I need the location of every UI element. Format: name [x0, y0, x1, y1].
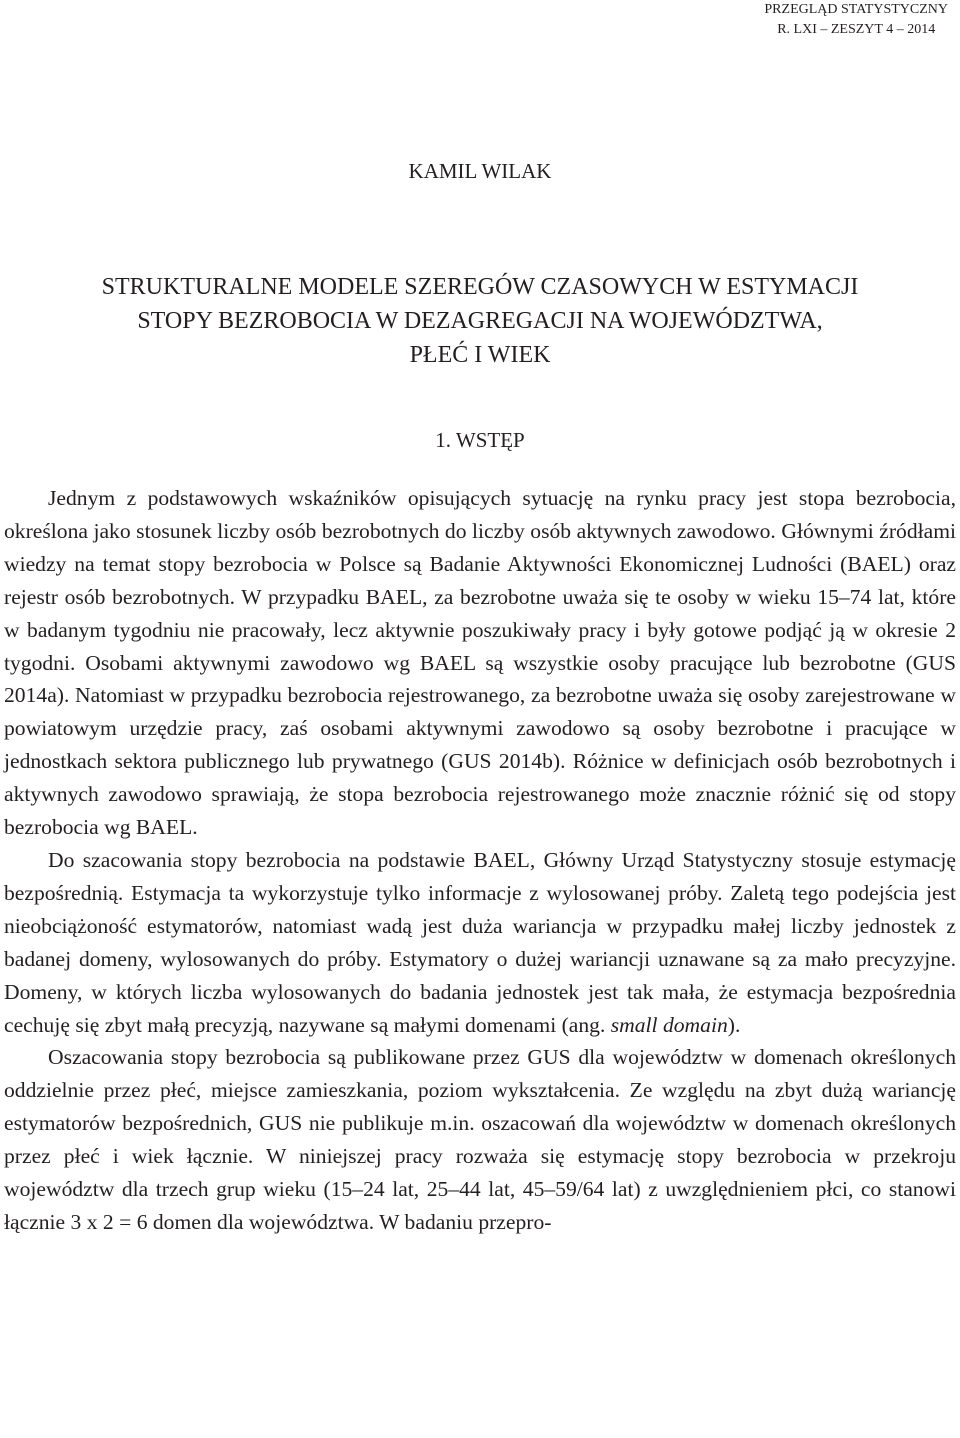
journal-header	[764, 0, 948, 40]
paragraph-text: Do szacowania stopy bezrobocia na podstawie BAEL, Główny Urząd Statystyczny stosuje estymację bezpośrednią. Estymacja ta wykorzystuje tylko informacje z wylosowanej próby. Zaletą tego podejścia jest nieobciążoność estymatorów, natomiast wadą jest duża wariancja w przypadku małej liczby jednostek z badanej domeny, wylosowanych do próby. Estymatory o dużej wariancji uznawane są za mało precyzyjne. Domeny, w których liczba wylosowanych do badania jednostek jest tak mała, że estymacja bezpośrednia cechuję się zbyt małą precyzją, nazywane są małymi domenami (ang.	[4, 847, 956, 1037]
paragraph-text: Jednym z podstawowych wskaźników opisujących sytuację na rynku pracy jest stopa bezrobocia, określona jako stosunek liczby osób bezrobotnych do liczby osób aktywnych zawodowo. Głównymi źródłami wiedzy na temat stopy bezrobocia w Polsce są Badanie Aktywności Ekonomicznej Ludności (BAEL) oraz rejestr osób bezrobotnych. W przypadku BAEL, za bezrobotne uważa się te osoby w wieku 15–74 lat, które w badanym tygodniu nie pracowały, lecz aktywnie poszukiwały pracy i były gotowe podjąć ją w okresie 2 tygodni. Osobami aktywnymi zawodowo wg BAEL są wszystkie osoby pracujące lub bezrobotne (GUS 2014a). Natomiast w przypadku bezrobocia rejestrowanego, za bezrobotne uważa się osoby zarejestrowane w powiatowym urzędzie pracy, zaś osobami aktywnymi zawodowo są osoby bezrobotne i pracujące w jednostkach sektora publicznego lub prywatnego (GUS 2014b). Różnice w definicjach osób bezrobotnych i aktywnych zawodowo sprawiają, że stopa bezrobocia rejestrowanego może znacznie różnić się od stopy bezrobocia wg BAEL.	[4, 486, 956, 840]
paragraph	[4, 844, 956, 1041]
paragraph-text: Oszacowania stopy bezrobocia są publikowane przez GUS dla województw w domenach określonych oddzielnie przez płeć, miejsce zamieszkania, poziom wykształcenia. Ze względu na zbyt dużą wariancję estymatorów bezpośrednich, GUS nie publikuje m.in. oszacowań dla województw w domenach określonych przez płeć i wiek łącznie. W niniejszej pracy rozważa się estymację stopy bezrobocia w przekroju województw dla trzech grup wieku (15–24 lat, 25–44 lat, 45–59/64 lat) z uwzględnieniem płci, co stanowi łącznie 3 x 2 = 6 domen dla województwa. W badaniu przepro-	[4, 1045, 956, 1234]
italic-term: small domain	[610, 1012, 728, 1037]
paragraph	[4, 482, 956, 844]
author-name: KAMIL WILAK	[408, 159, 552, 183]
section-heading: 1. WSTĘP	[435, 428, 525, 452]
title-line: STRUKTURALNE MODELE SZEREGÓW CZASOWYCH W ESTYMACJI	[101, 274, 859, 300]
article-title	[0, 270, 960, 372]
paragraph	[4, 1041, 956, 1238]
paragraph-text-end: ).	[727, 1012, 741, 1037]
journal-name: PRZEGLĄD STATYSTYCZNY	[764, 2, 948, 17]
title-line: STOPY BEZROBOCIA W DEZAGREGACJI NA WOJEWÓDZTWA,	[137, 308, 823, 334]
journal-issue: R. LXI – ZESZYT 4 – 2014	[777, 22, 936, 37]
article-body	[4, 482, 956, 1239]
title-line: PŁEĆ I WIEK	[409, 342, 551, 368]
